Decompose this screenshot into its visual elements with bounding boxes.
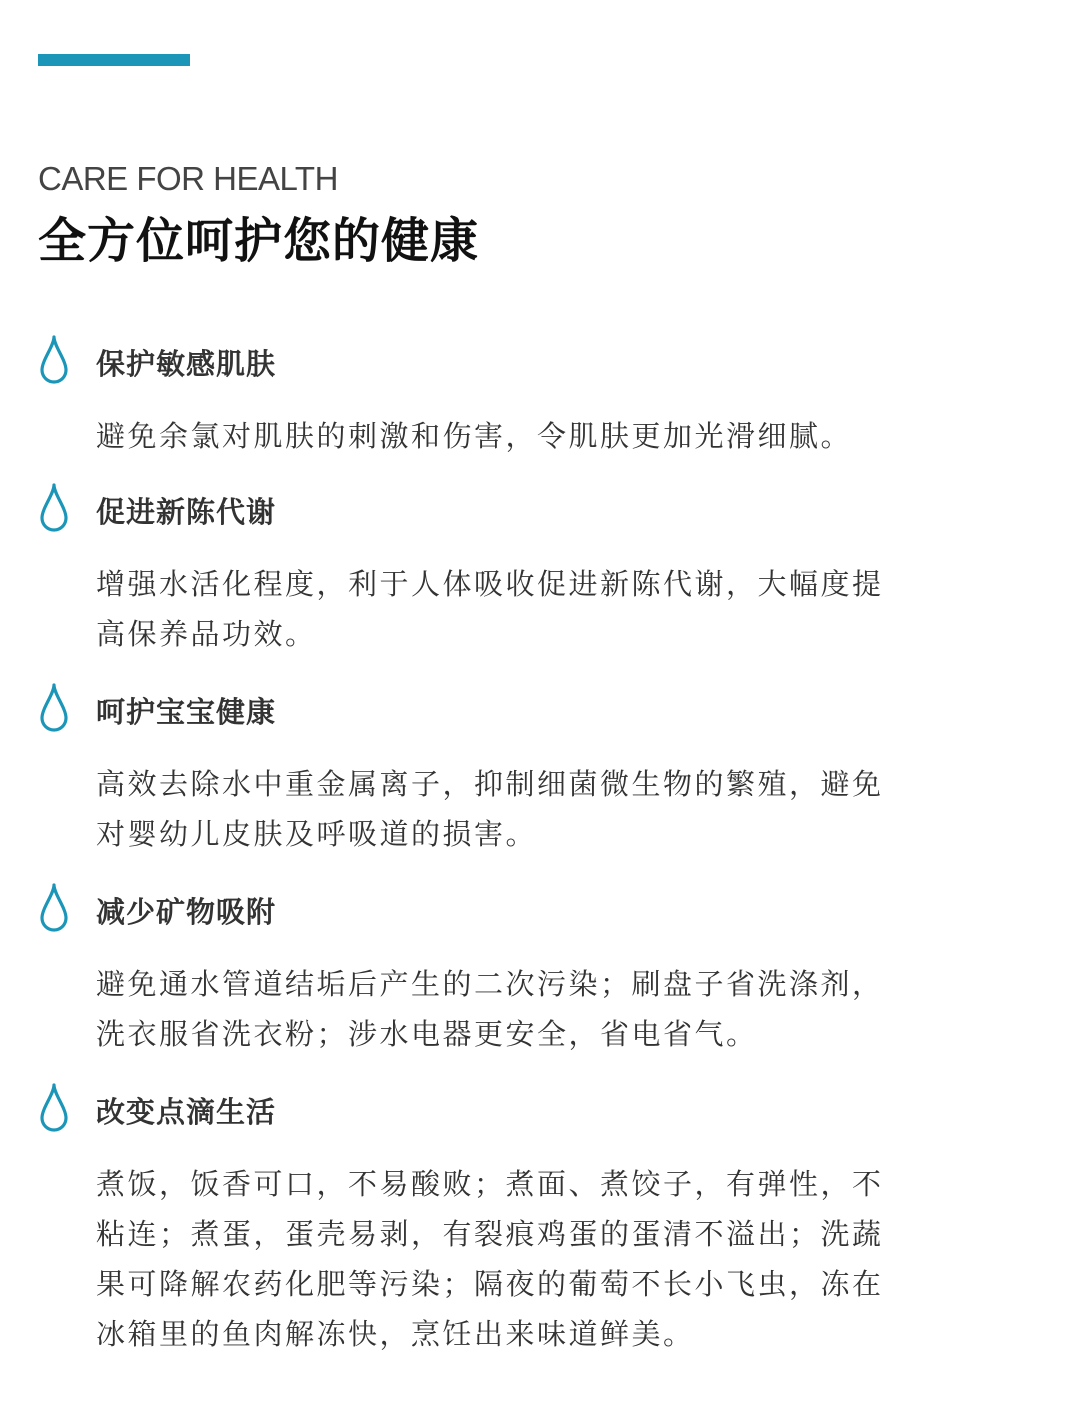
feature-title: 改变点滴生活 — [96, 1095, 277, 1129]
feature-item — [38, 682, 918, 859]
feature-item — [38, 482, 918, 659]
feature-header — [38, 1082, 918, 1132]
feature-title: 保护敏感肌肤 — [96, 347, 277, 381]
feature-item — [38, 334, 918, 461]
page-subtitle: CARE FOR HEALTH — [38, 160, 338, 197]
feature-description: 避免通水管道结垢后产生的二次污染；刷盘子省洗涤剂，洗衣服省洗衣粉；涉水电器更安全，省电省气。 — [96, 967, 884, 1051]
feature-description: 避免余氯对肌肤的刺激和伤害，令肌肤更加光滑细腻。 — [96, 419, 853, 453]
page-title: 全方位呵护您的健康 — [38, 213, 480, 269]
water-drop-icon — [38, 334, 70, 384]
feature-header — [38, 334, 918, 384]
feature-item — [38, 1082, 918, 1359]
water-drop-icon — [38, 1082, 70, 1132]
feature-title: 减少矿物吸附 — [96, 895, 277, 929]
water-drop-icon — [38, 882, 70, 932]
feature-description: 高效去除水中重金属离子，抑制细菌微生物的繁殖，避免对婴幼儿皮肤及呼吸道的损害。 — [96, 767, 884, 851]
feature-description: 煮饭，饭香可口，不易酸败；煮面、煮饺子，有弹性，不粘连；煮蛋，蛋壳易剥，有裂痕鸡蛋的蛋清不溢出；洗蔬果可降解农药化肥等污染；隔夜的葡萄不长小飞虫，冻在冰箱里的鱼肉解冻快，烹饪出来味道鲜美。 — [96, 1167, 884, 1351]
accent-bar — [38, 54, 190, 66]
water-drop-icon — [38, 682, 70, 732]
water-drop-icon — [38, 482, 70, 532]
feature-description: 增强水活化程度，利于人体吸收促进新陈代谢，大幅度提高保养品功效。 — [96, 567, 884, 651]
feature-title: 呵护宝宝健康 — [96, 695, 277, 729]
feature-header — [38, 882, 918, 932]
feature-header — [38, 682, 918, 732]
feature-title: 促进新陈代谢 — [96, 495, 277, 529]
feature-header — [38, 482, 918, 532]
feature-item — [38, 882, 918, 1059]
